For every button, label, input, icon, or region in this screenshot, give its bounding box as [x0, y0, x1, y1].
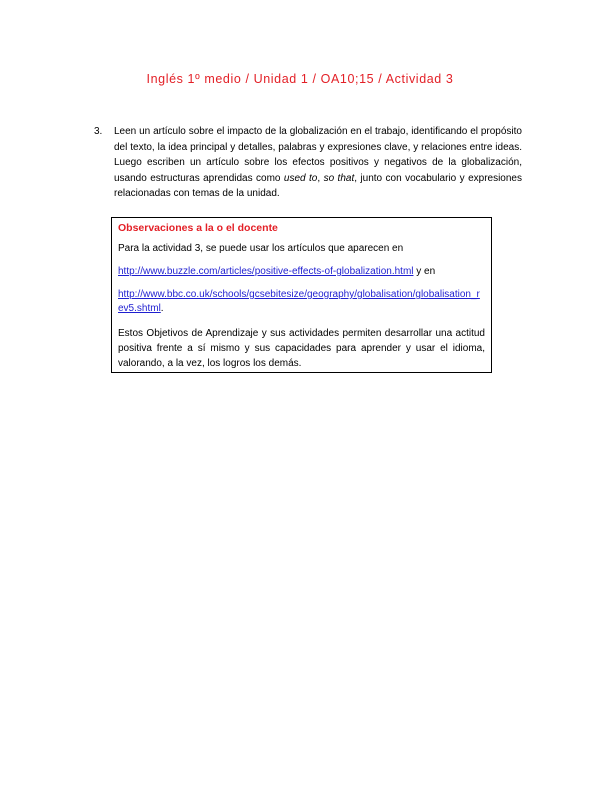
teacher-observations-box — [111, 217, 492, 373]
observations-closing: Estos Objetivos de Aprendizaje y sus actividades permiten desarrollar una actitud positiva frente a sí mismo y sus capacidades para aprender y usar el idioma, valorando, a la vez, los logros los demás. — [118, 328, 485, 369]
link1-suffix: y en — [413, 266, 436, 277]
buzzle-article-link[interactable]: http://www.buzzle.com/articles/positive-effects-of-globalization.html — [118, 266, 414, 277]
link2-suffix: . — [160, 303, 164, 314]
observations-intro: Para la actividad 3, se puede usar los artículos que aparecen en — [118, 243, 404, 254]
activity-separator: , — [317, 172, 324, 184]
activity-text-part-2: , junto con vocabulario y expresiones relacionadas con temas de la unidad. — [114, 172, 522, 199]
activity-number: 3. — [94, 126, 103, 137]
activity-italic-so-that: so that — [323, 172, 355, 184]
activity-description — [114, 124, 522, 202]
observations-link1-line — [118, 265, 485, 279]
observations-link2-line — [118, 288, 485, 316]
observations-title: Observaciones a la o el docente — [118, 222, 278, 234]
activity-item — [94, 124, 522, 202]
page-header — [0, 72, 600, 86]
bbc-article-link[interactable]: http://www.bbc.co.uk/schools/gcsebitesize/geography/globalisation/globalisation_rev5.shtml — [118, 289, 480, 314]
header-title: Inglés 1º medio / Unidad 1 / OA10;15 / Actividad 3 — [146, 72, 454, 86]
activity-italic-used-to: used to — [283, 172, 318, 184]
activity-text-part-1: Leen un artículo sobre el impacto de la globalización en el trabajo, identificando el propósito del texto, la idea principal y detalles, palabras y expresiones clave, y relaciones entre ideas. Luego escriben un artículo sobre los efectos positivos y negativos de la globalización, usando estructuras aprendidas como — [114, 126, 522, 184]
